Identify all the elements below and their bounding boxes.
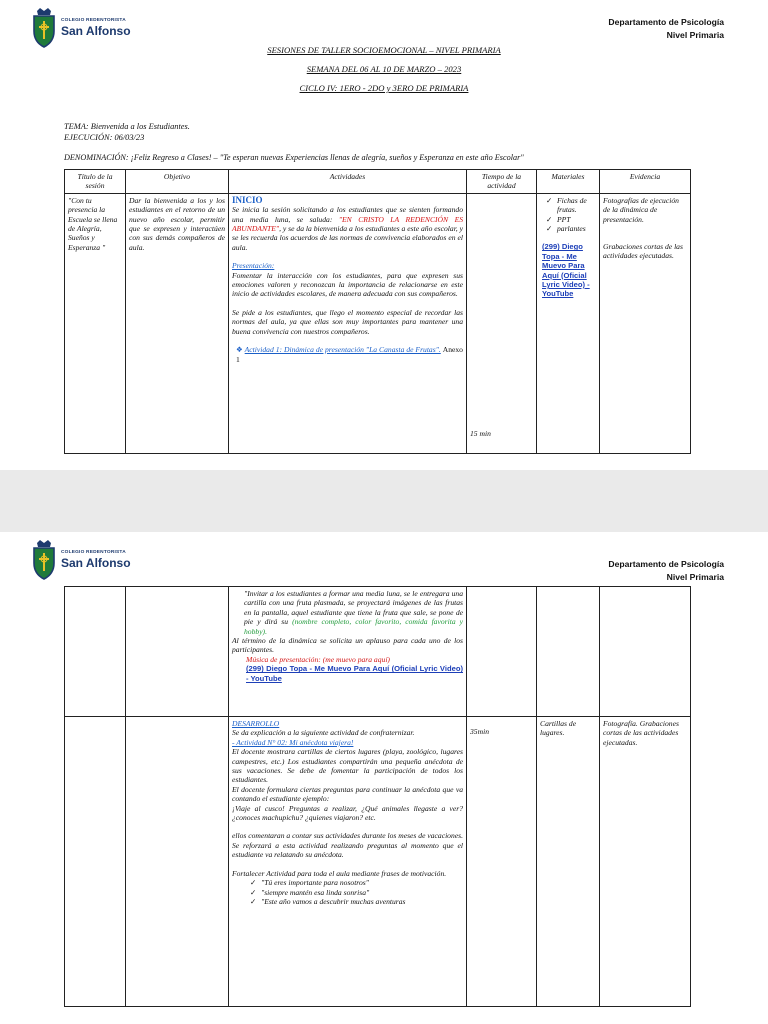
presentacion-text: Fomentar la interacción con los estudiantes, para que expresen sus emociones valoren y reconozcan la importancia de relacionarse en este inicio de actividades escolares, de manera adecuada con sus compañeros. xyxy=(232,270,463,299)
cell-actividades xyxy=(229,587,467,717)
school-logo xyxy=(32,539,131,581)
list-item: ✓ PPT xyxy=(546,215,596,224)
department-header xyxy=(608,558,724,584)
school-crest-icon xyxy=(32,539,56,581)
cell-materiales xyxy=(537,193,600,453)
cell-evidencia xyxy=(600,193,691,453)
school-type-label: COLEGIO REDENTORISTA xyxy=(61,550,126,556)
cell-actividades xyxy=(229,193,467,453)
evidencia-grabaciones: Grabaciones cortas de las actividades ejecutadas. xyxy=(603,242,683,261)
normas-text: Se pide a los estudiantes, que llego el momento especial de recordar las normas del aula, ya que ellas son muy importantes para mantener una buena convivencia con nuestros compañeros. xyxy=(232,307,463,336)
dinamica-text: "Invitar a los estudiantes a formar una media luna, se le entregara una cartilla con una fruta plasmada, se proyectará imágenes de las frutas en la pantalla, aquel estudiante que tiene la fruta que sale, se pone de pie y dirá su xyxy=(244,589,463,627)
desarrollo-text-4: ellos comentaran a contar sus actividades durante los meses de vacaciones. Se reforzará a esta actividad realizando preguntas al momento que el estudiante va relatando su anécdota. xyxy=(232,831,463,860)
aplauso-text: Al término de la dinámica se solicita un aplauso para cada uno de los participantes. xyxy=(232,636,463,655)
inicio-text-c: , y se da la bienvenida a los estudiantes a este año escolar, y se les recuerda los acuerdos de las normas de convivencia elaborados en el aula. xyxy=(232,224,463,252)
actividad-2-label: - Actividad N° 02: Mi anécdota viajera! xyxy=(232,737,354,747)
session-heading-2: SEMANA DEL 06 AL 10 DE MARZO – 2023 xyxy=(306,64,462,74)
list-item: ✓ "Este año vamos a descubrir muchas aventuras xyxy=(250,897,463,906)
youtube-link[interactable]: (299) Diego Topa - Me Muevo Para Aquí (Oficial Lyric Video) - YouTube xyxy=(542,242,590,299)
diamond-bullet-icon: ❖ xyxy=(236,345,243,355)
table-row xyxy=(65,193,691,453)
actividad-1-label: Actividad 1: Dinámica de presentación "La Canasta de Frutas". xyxy=(244,345,441,355)
school-name: San Alfonso xyxy=(61,555,131,570)
dinamica-details: (nombre completo, color favorito, comida favorita y hobby). xyxy=(244,617,463,636)
tiempo-value: 15 min xyxy=(470,429,491,439)
evidencia-value: Fotografía. Grabaciones cortas de las actividades ejecutadas. xyxy=(603,719,679,747)
inicio-label: INICIO xyxy=(232,194,263,205)
cell-objetivo: Dar la bienvenida a los y los estudiantes en el retorno de un nuevo año escolar, permitir que se expresen y interactúen con sus demás compañeros de aula. xyxy=(126,193,229,453)
desarrollo-text-5: Fortalecer Actividad para toda el aula mediante frases de motivación. xyxy=(232,868,447,878)
materiales-list xyxy=(540,196,596,234)
table-header-row xyxy=(65,170,691,194)
inicio-greeting: "EN CRISTO LA REDENCIÓN ES ABUNDANTE" xyxy=(232,214,464,234)
header-tiempo: Tiempo de la actividad xyxy=(467,170,537,194)
materiales-value: Cartillas de lugares. xyxy=(540,719,577,738)
cell-titulo: "Con tu presencia la Escuela se llena de Alegría, Sueños y Esperanza " xyxy=(65,193,126,453)
desarrollo-text-1: El docente mostrara cartillas de ciertos lugares (playa, zoológico, lugares campestres, etc.) Los estudiantes compartirán una pequeña anécdota de sus vacaciones. Se debe de fomentar la participación de todos los estudiantes. xyxy=(232,747,463,785)
header-evidencia: Evidencia xyxy=(600,170,691,194)
header-objetivo: Objetivo xyxy=(126,170,229,194)
desarrollo-intro: Se da explicación a la siguiente actividad de confraternizar. xyxy=(232,728,415,738)
list-item: ✓ parlantes xyxy=(546,224,596,233)
desarrollo-text-2: El docente formulara ciertas preguntas para continuar la anécdota que va contando el estudiante ejemplo: xyxy=(232,784,463,804)
evidencia-fotos: Fotografías de ejecución de la dinámica de presentación. xyxy=(603,195,679,224)
youtube-link[interactable]: (299) Diego Topa - Me Muevo Para Aquí (Oficial Lyric Video) - YouTube xyxy=(246,664,463,683)
presentacion-label: Presentación: xyxy=(232,261,275,271)
document-page-1 xyxy=(0,0,768,470)
department-name: Departamento de Psicología xyxy=(608,17,724,27)
ejecucion-line: EJECUCIÓN: 06/03/23 xyxy=(64,133,145,142)
musica-label: Música de presentación: (me muevo para aquí) xyxy=(246,654,390,664)
department-name: Departamento de Psicología xyxy=(608,559,724,569)
desarrollo-label: DESARROLLO xyxy=(232,719,280,728)
session-heading-1: SESIONES DE TALLER SOCIOEMOCIONAL – NIVEL PRIMARIA xyxy=(267,45,501,55)
cell-evidencia xyxy=(600,717,691,1007)
cell-tiempo xyxy=(467,717,537,1007)
frases-list xyxy=(232,878,463,906)
school-name: San Alfonso xyxy=(61,23,131,38)
table-row xyxy=(65,717,691,1007)
cell-materiales xyxy=(537,717,600,1007)
list-item: ✓ "siempre mantén esa linda sonrisa" xyxy=(250,888,463,897)
department-header xyxy=(608,16,724,42)
list-item: ✓ "Tú eres importante para nosotros" xyxy=(250,878,463,887)
tiempo-value: 35min xyxy=(470,727,489,736)
level-name: Nivel Primaria xyxy=(666,30,724,40)
header-materiales: Materiales xyxy=(537,170,600,194)
cell-tiempo xyxy=(467,193,537,453)
session-table-continued xyxy=(64,586,691,1007)
school-type-label: COLEGIO REDENTORISTA xyxy=(61,18,126,24)
header-titulo: Título de la sesión xyxy=(65,170,126,194)
cell-desarrollo xyxy=(229,717,467,1007)
tema-line: TEMA: Bienvenida a los Estudiantes. xyxy=(64,122,190,131)
level-name: Nivel Primaria xyxy=(666,572,724,582)
session-table xyxy=(64,169,691,454)
list-item: ✓ Fichas de frutas. xyxy=(546,196,596,215)
denominacion-line: DENOMINACIÓN: ¡Feliz Regreso a Clases! – "Te esperan nuevas Experiencias llenas de alegría, sueños y Esperanza en este año Escolar" xyxy=(64,153,524,162)
session-heading-3: CICLO IV: 1ERO - 2DO y 3ERO DE PRIMARIA xyxy=(299,83,469,93)
inicio-text-a: Se inicia la sesión solicitando a los estudiantes que se sienten formando una media luna, se saluda: xyxy=(232,205,463,224)
header-actividades: Actividades xyxy=(229,170,467,194)
desarrollo-text-3: ¡Viaje al cusco! Preguntas a realizar, ¿Qué animales llegaste a ver? ¿conoces machupichu? ¿quienes viajaron? etc. xyxy=(232,803,463,823)
table-row xyxy=(65,587,691,717)
anexo-label: Anexo 1 xyxy=(236,345,463,364)
document-page-2 xyxy=(0,532,768,1024)
